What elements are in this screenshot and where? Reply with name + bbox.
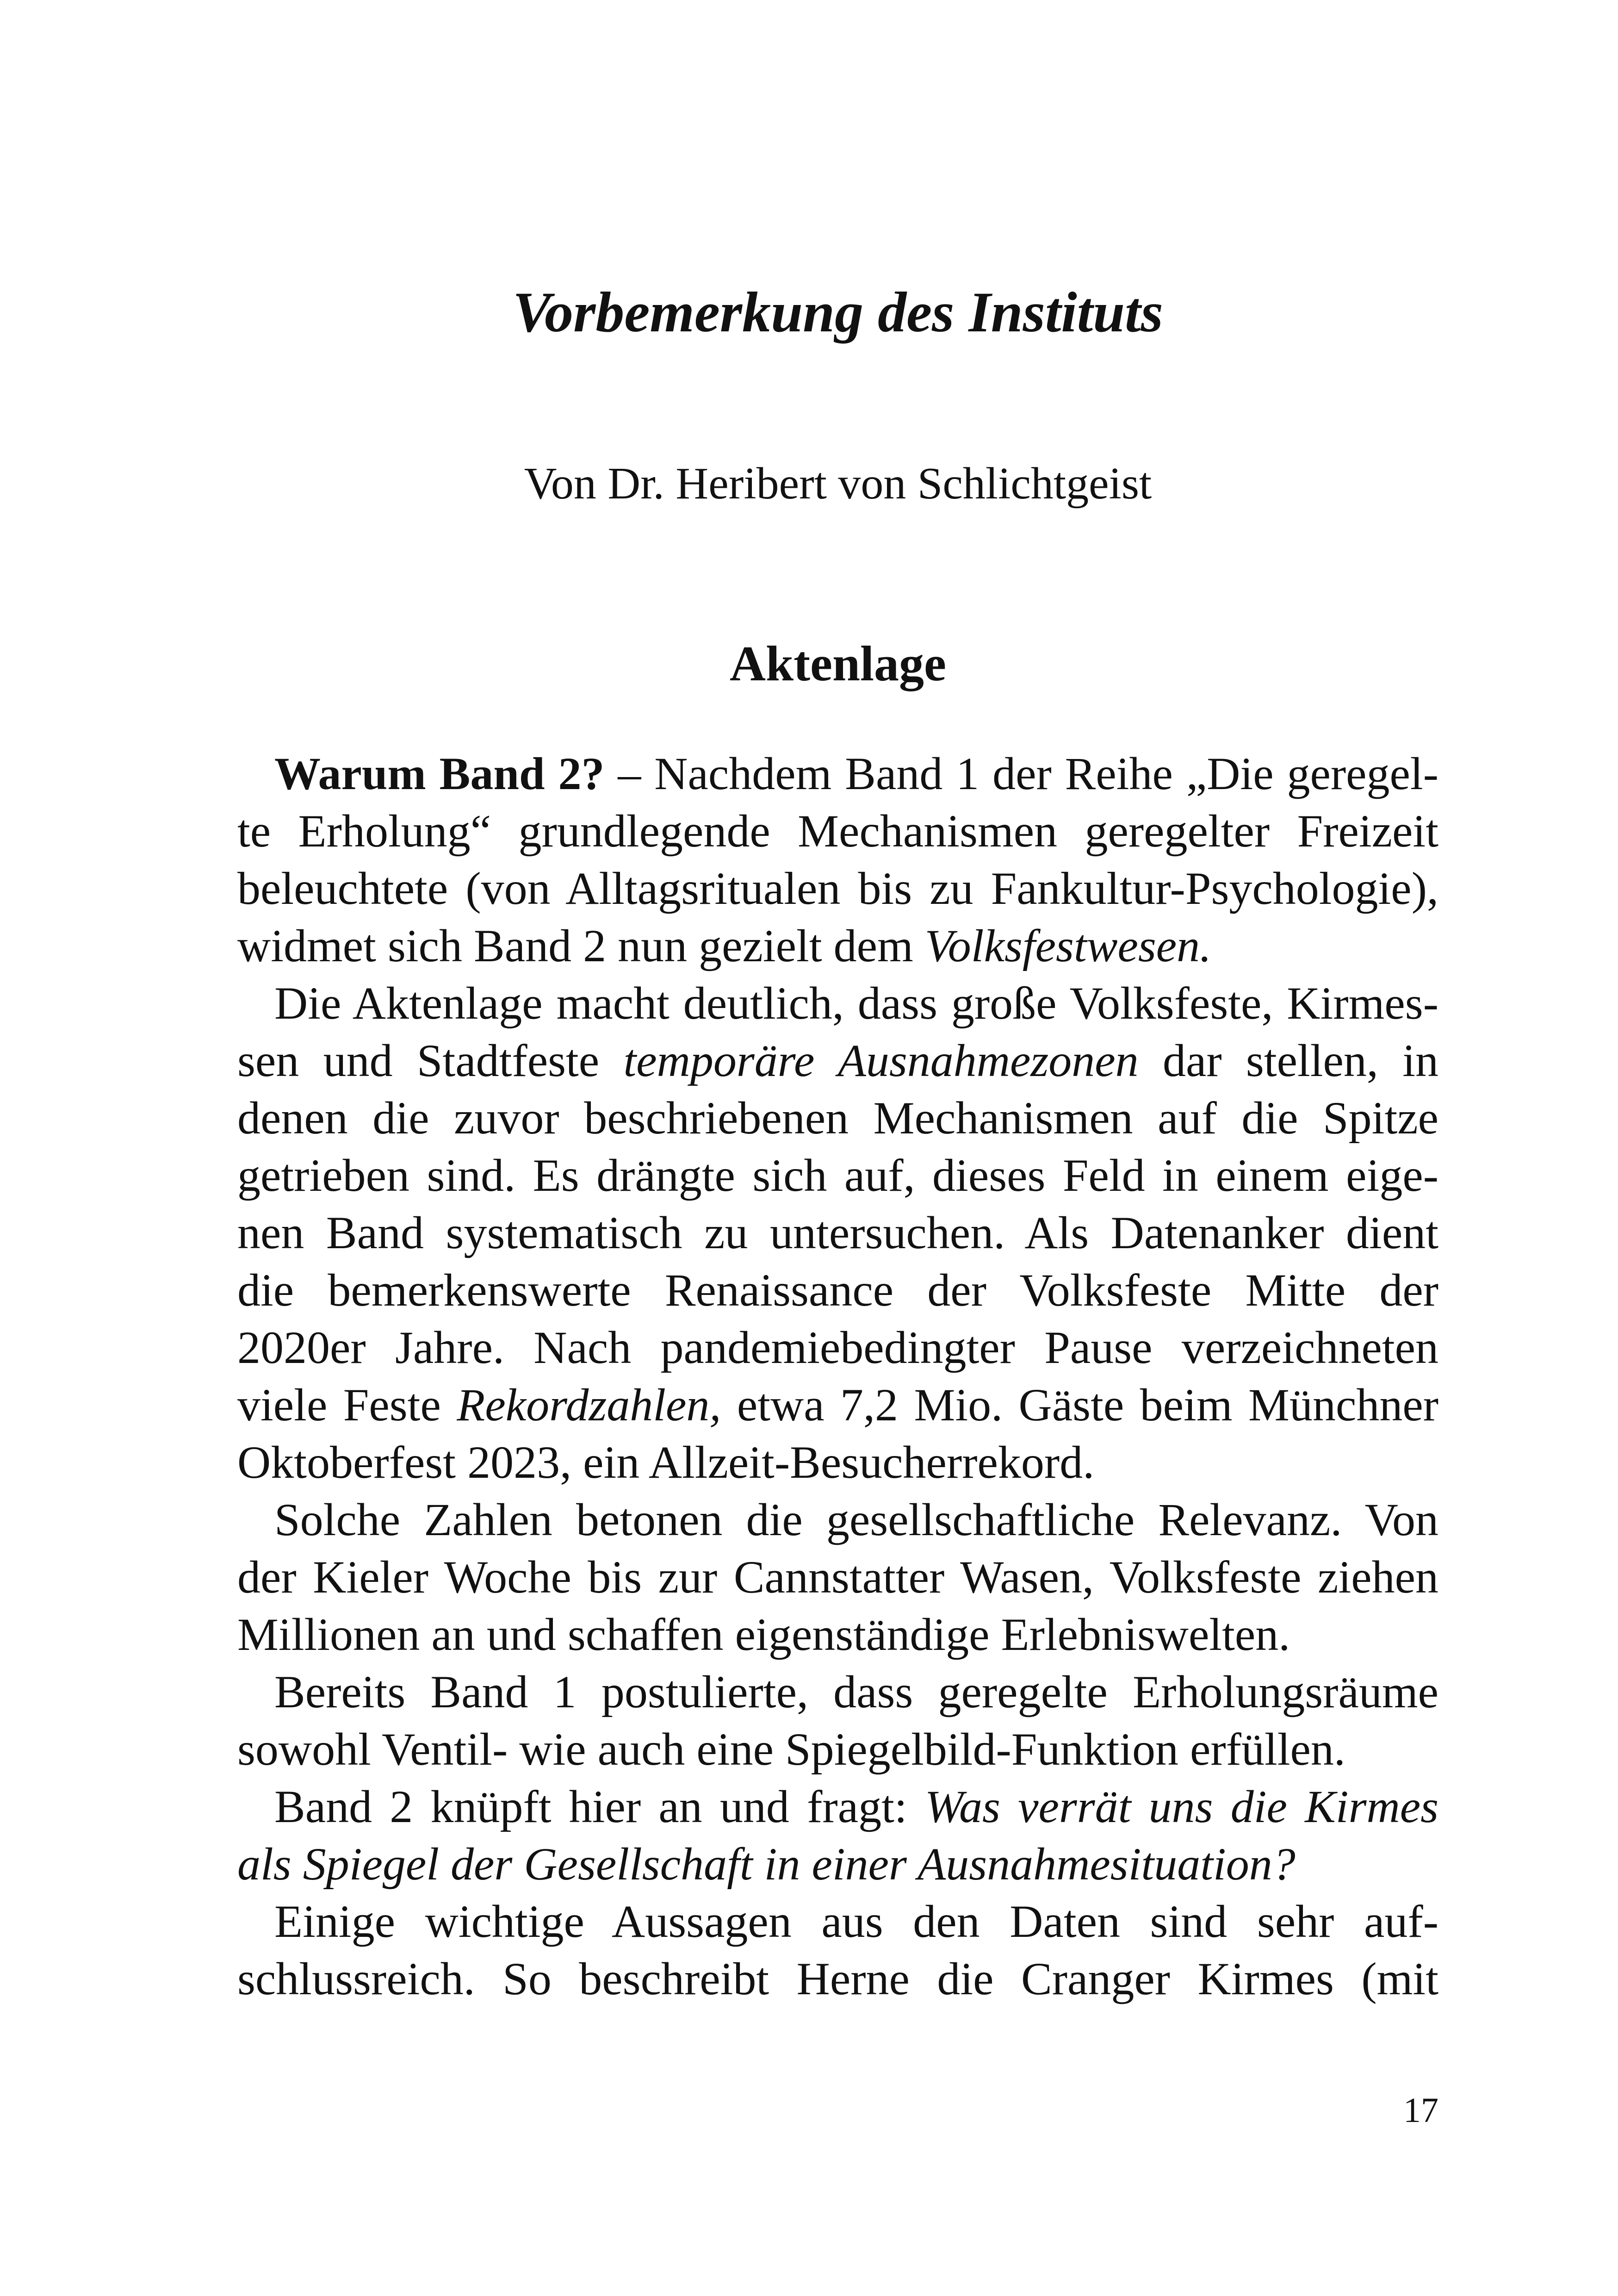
text-run: sowohl Ventil- wie auch eine Spiegelbild-Funktion erfüllen. [237,1724,1345,1775]
text-run: – Nachdem Band 1 der Reihe „Die geregel- [604,748,1439,799]
text-run: te Erholung“ grundlegende Mechanismen geregelter Freizeit [237,805,1438,857]
page-number: 17 [1403,2091,1438,2130]
text-line [237,975,1438,1032]
text-line [237,1491,1438,1549]
text-run: viele Feste [237,1379,457,1431]
text-run: beleuchtete (von Alltagsritualen bis zu Fankultur-Psychologie), [237,863,1438,914]
text-run: die bemerkenswerte Renaissance der Volksfeste Mitte der [237,1264,1438,1316]
text-line [237,1721,1438,1778]
text-run-italic: Was verrät uns die Kirmes [924,1781,1439,1832]
text-line [237,745,1438,803]
text-line [237,1089,1438,1147]
text-run: dar stellen, in [1138,1035,1438,1086]
text-run: Die Aktenlage macht deutlich, dass große Volksfeste, Kirmes- [274,977,1438,1029]
section-heading: Aktenlage [730,636,946,691]
text-line [237,1606,1438,1663]
text-line [237,1204,1438,1262]
text-run-italic: Volksfestwesen. [924,920,1212,971]
text-run: nen Band systematisch zu untersuchen. Als Datenanker dient [237,1207,1438,1258]
text-run: Solche Zahlen betonen die gesellschaftliche Relevanz. Von [274,1494,1438,1545]
text-run: Band 2 knüpft hier an und fragt: [274,1781,925,1832]
text-line [237,1319,1438,1376]
text-line [237,803,1438,860]
text-line [237,1836,1438,1893]
text-run: Oktoberfest 2023, ein Allzeit-Besucherrekord. [237,1437,1095,1488]
text-run-italic: Rekordzahlen, [457,1379,721,1431]
text-line [237,1893,1438,1950]
text-run: 2020er Jahre. Nach pandemiebedingter Pause verzeichneten [237,1322,1438,1373]
text-line [237,1778,1438,1836]
body-text [237,745,1438,2008]
text-line [237,1950,1438,2008]
paragraph [237,745,1438,975]
text-run: widmet sich Band 2 nun gezielt dem [237,920,925,971]
paragraph [237,1778,1438,1893]
text-run: sen und Stadtfeste [237,1035,624,1086]
paragraph [237,975,1438,1491]
text-run: Einige wichtige Aussagen aus den Daten sind sehr auf- [274,1896,1438,1947]
text-line [237,1147,1438,1204]
text-run: der Kieler Woche bis zur Cannstatter Wasen, Volksfeste ziehen [237,1551,1438,1603]
text-run: Millionen an und schaffen eigenständige Erlebniswelten. [237,1609,1290,1660]
text-run-italic: temporäre Ausnahmezonen [623,1035,1139,1086]
text-line [237,1549,1438,1606]
text-line [237,860,1438,917]
paragraph [237,1663,1438,1778]
chapter-title: Vorbemerkung des Instituts [513,280,1163,344]
paragraph [237,1893,1438,2008]
text-run: getrieben sind. Es drängte sich auf, dieses Feld in einem eige- [237,1150,1438,1201]
text-line [237,1434,1438,1491]
text-line [237,1032,1438,1089]
text-line [237,1376,1438,1434]
text-run-bold: Warum Band 2? [274,748,605,799]
text-run: Bereits Band 1 postulierte, dass geregelte Erholungsräume [274,1666,1438,1717]
author-line: Von Dr. Heribert von Schlichtgeist [524,459,1152,509]
text-run-italic: als Spiegel der Gesellschaft in einer Ausnahmesituation? [237,1838,1296,1890]
text-run: schlussreich. So beschreibt Herne die Cranger Kirmes (mit [237,1953,1438,2004]
text-run: denen die zuvor beschriebenen Mechanismen auf die Spitze [237,1092,1438,1144]
text-line [237,917,1438,975]
text-run: etwa 7,2 Mio. Gäste beim Münchner [721,1379,1439,1431]
text-line [237,1262,1438,1319]
paragraph [237,1491,1438,1663]
text-line [237,1663,1438,1721]
